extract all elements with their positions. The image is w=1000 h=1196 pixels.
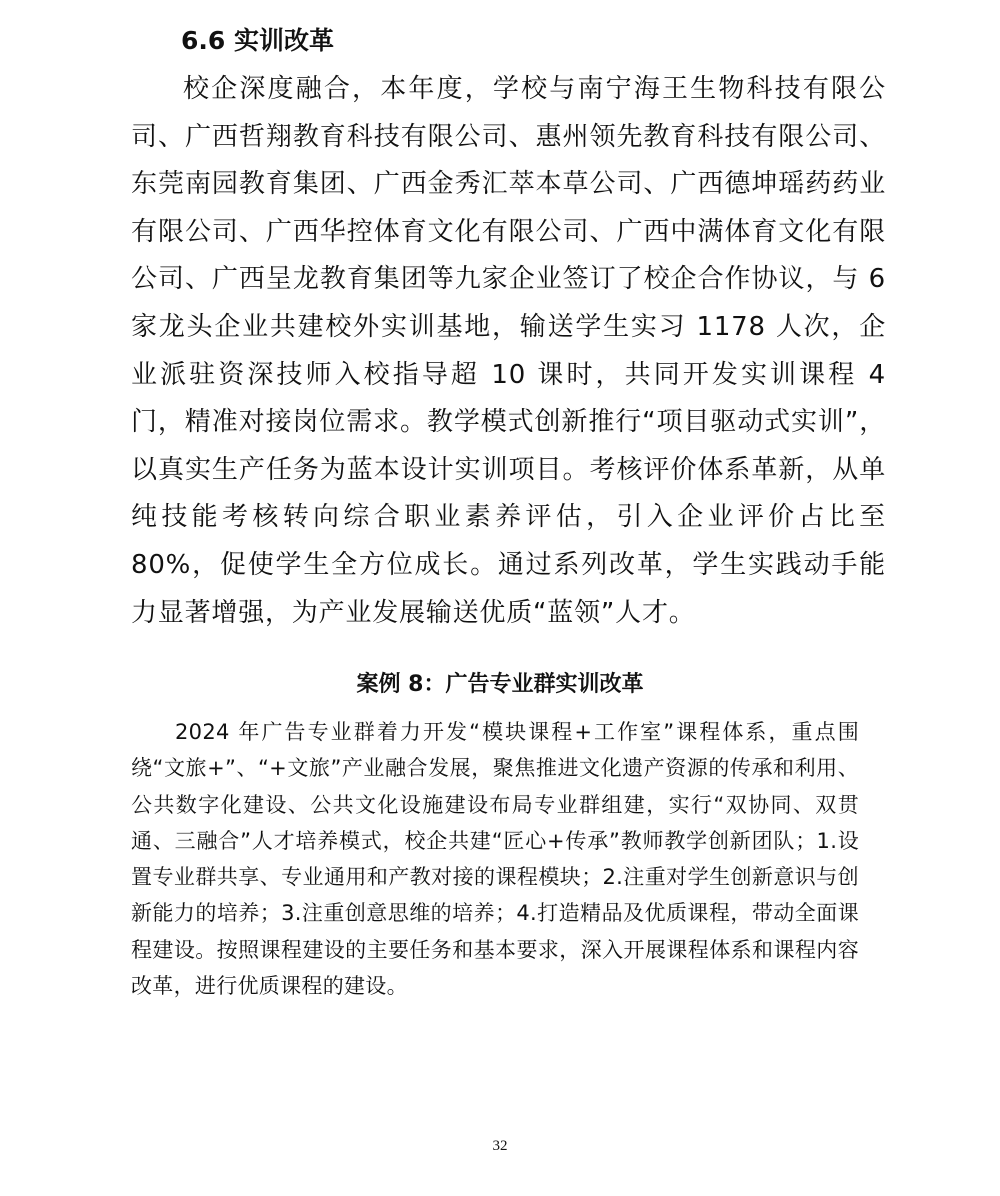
section-paragraph: 校企深度融合，本年度，学校与南宁海王生物科技有限公司、广西哲翔教育科技有限公司、惠州领先教育科技有限公司、东莞南园教育集团、广西金秀汇萃本草公司、广西德坤瑶药药业有限公司、广西华控体育文化有限公司、广西中满体育文化有限公司、广西呈龙教育集团等九家企业签订了校企合作协议，与 6 家龙头企业共建校外实训基地，输送学生实习 1178 人次，企业派驻资深技师入校指导超 10 课时，共同开发实训课程 4 门，精准对接岗位需求。教学模式创新推行“项目驱动式实训”，以真实生产任务为蓝本设计实训项目。考核评价体系革新，从单纯技能考核转向综合职业素养评估，引入企业评价占比至 80%，促使学生全方位成长。通过系列改革，学生实践动手能力显著增强，为产业发展输送优质“蓝领”人才。 (131, 74, 886, 628)
case-title: 案例 8：广告专业群实训改革 (356, 672, 644, 697)
case-paragraph: 2024 年广告专业群着力开发“模块课程+工作室”课程体系，重点围绕“文旅+”、“+文旅”产业融合发展，聚焦推进文化遗产资源的传承和利用、公共数字化建设、公共文化设施建设布局专业群组建，实行“双协同、双贯通、三融合”人才培养模式，校企共建“匠心+传承”教师教学创新团队；1.设置专业群共享、专业通用和产教对接的课程模块；2.注重对学生创新意识与创新能力的培养；3.注重创意思维的培养；4.打造精品及优质课程，带动全面课程建设。按照课程建设的主要任务和基本要求，深入开展课程体系和课程内容改革，进行优质课程的建设。 (131, 720, 859, 999)
section-heading: 6.6 实训改革 (181, 26, 334, 55)
page-number: 32 (492, 1138, 508, 1154)
